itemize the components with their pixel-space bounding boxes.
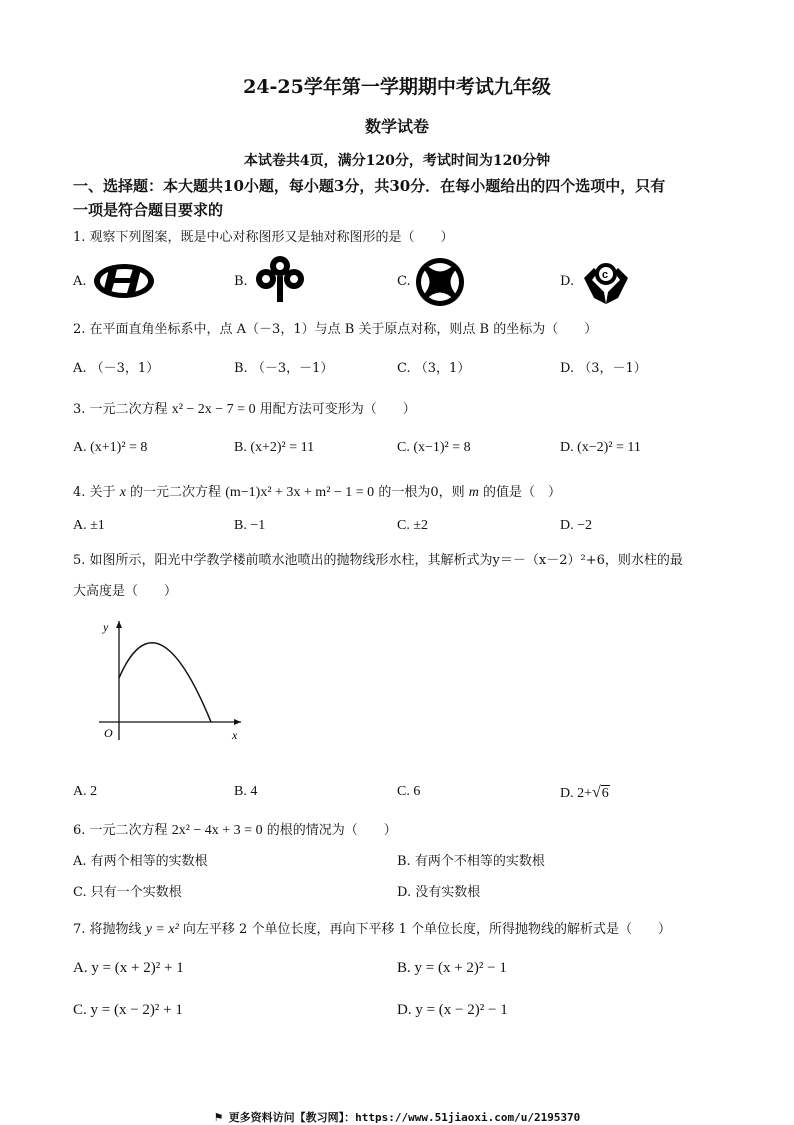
q4-stem-a: 4. 关于 xyxy=(73,485,116,500)
exam-title: 24-25学年第一学期期中考试九年级 xyxy=(243,76,551,98)
q6-option-d: D. 没有实数根 xyxy=(397,885,481,900)
q4-var-x: x xyxy=(119,485,126,500)
q4-stem-b: 的一元二次方程 xyxy=(130,485,222,500)
q5-stem-line1: 5. 如图所示，阳光中学教学楼前喷水池喷出的抛物线形水柱，其解析式为y＝－（x－2）²+6，则水柱的最 xyxy=(73,553,683,568)
q2-stem: 2. 在平面直角坐标系中，点 A（－3，1）与点 B 关于原点对称，则点 B 的坐标为（ ） xyxy=(73,322,598,337)
q4-option-d: D. −2 xyxy=(560,518,593,533)
double-c-logo-icon xyxy=(580,258,632,306)
q4-stem-c: 的一根为0，则 xyxy=(378,485,465,500)
q5-option-b: B. 4 xyxy=(234,784,258,799)
q4-stem-d: 的值是（ ） xyxy=(483,485,562,500)
q5-option-d xyxy=(560,784,610,802)
q1-label-d: D. xyxy=(560,274,575,289)
x-axis-label: x xyxy=(232,728,238,742)
q4-stem xyxy=(73,481,561,501)
q5-option-d-prefix: D. 2+ xyxy=(560,786,593,801)
y-axis-label: y xyxy=(103,620,109,634)
q3-equation: x² − 2x − 7 = 0 xyxy=(171,402,256,417)
q6-option-b: B. 有两个不相等的实数根 xyxy=(397,854,545,869)
section-heading-line2: 一项是符合题目要求的 xyxy=(73,201,224,219)
hyundai-logo-icon xyxy=(92,261,156,301)
q2-option-b: B. （－3，－1） xyxy=(234,361,334,376)
q3-stem xyxy=(73,398,416,418)
section-heading-line1: 一、选择题：本大题共10小题，每小题3分，共30分．在每小题给出的四个选项中，只有 xyxy=(73,177,666,195)
q6-option-a: A. 有两个相等的实数根 xyxy=(73,854,208,869)
q7-option-a: A. y = (x + 2)² + 1 xyxy=(73,960,184,976)
q2-option-c: C. （3，1） xyxy=(397,361,471,376)
origin-label: O xyxy=(104,726,113,740)
q1-stem: 1. 观察下列图案，既是中心对称图形又是轴对称图形的是（ ） xyxy=(73,230,454,245)
q1-label-c: C. xyxy=(397,274,411,289)
q4-equation: (m−1)x² + 3x + m² − 1 = 0 xyxy=(225,485,375,500)
q7-option-d: D. y = (x − 2)² − 1 xyxy=(397,1002,508,1018)
exam-info: 本试卷共4页，满分120分，考试时间为120分钟 xyxy=(243,153,551,169)
q7-option-c: C. y = (x − 2)² + 1 xyxy=(73,1002,183,1018)
q4-option-c: C. ±2 xyxy=(397,518,429,533)
sqrt-icon: √ xyxy=(592,784,601,801)
circle-x-icon xyxy=(414,256,466,308)
q5-option-a: A. 2 xyxy=(73,784,98,799)
q2-option-d: D. （3，－1） xyxy=(560,361,647,376)
q3-stem-pre: 3. 一元二次方程 xyxy=(73,402,168,417)
q6-stem-pre: 6. 一元二次方程 xyxy=(73,823,168,838)
q4-option-b: B. −1 xyxy=(234,518,266,533)
y-axis-arrow-icon xyxy=(116,621,122,628)
svg-text:c: c xyxy=(602,269,609,281)
q3-option-a: A. (x+1)² = 8 xyxy=(73,440,148,455)
q2-option-a: A. （－3，1） xyxy=(73,361,160,376)
q5-sqrt-value: 6 xyxy=(601,786,609,801)
q3-option-b: B. (x+2)² = 11 xyxy=(234,440,315,455)
parabola-curve xyxy=(119,643,211,722)
flag-icon: ⚑ xyxy=(213,1111,224,1124)
exam-subtitle: 数学试卷 xyxy=(364,117,429,136)
q1-label-b: B. xyxy=(234,274,248,289)
q3-option-d: D. (x−2)² = 11 xyxy=(560,440,641,455)
q1-label-a: A. xyxy=(73,274,87,289)
q3-stem-post: 用配方法可变形为（ ） xyxy=(259,402,416,417)
q6-stem xyxy=(73,819,397,839)
q4-option-a: A. ±1 xyxy=(73,518,105,533)
trefoil-tree-icon xyxy=(252,254,308,306)
q6-equation: 2x² − 4x + 3 = 0 xyxy=(171,823,263,838)
q5-option-c: C. 6 xyxy=(397,784,421,799)
footer-link[interactable]: 更多资料访问【教习网】：https://www.51jiaoxi.com/u/2195370 xyxy=(228,1111,581,1124)
q7-stem xyxy=(73,918,671,938)
q7-equation: y = x² xyxy=(145,922,179,937)
q7-stem-pre: 7. 将抛物线 xyxy=(73,922,142,937)
q6-option-c: C. 只有一个实数根 xyxy=(73,885,182,900)
q3-option-c: C. (x−1)² = 8 xyxy=(397,440,471,455)
q6-stem-post: 的根的情况为（ ） xyxy=(266,823,397,838)
q7-option-b: B. y = (x + 2)² − 1 xyxy=(397,960,507,976)
q7-stem-post: 向左平移 2 个单位长度，再向下平移 1 个单位长度，所得抛物线的解析式是（ ） xyxy=(182,922,671,937)
footer xyxy=(0,1106,794,1125)
parabola-figure xyxy=(95,615,255,745)
q4-var-m: m xyxy=(468,485,479,500)
q5-stem-line2: 大高度是（ ） xyxy=(73,584,178,599)
x-axis-arrow-icon xyxy=(234,719,241,725)
